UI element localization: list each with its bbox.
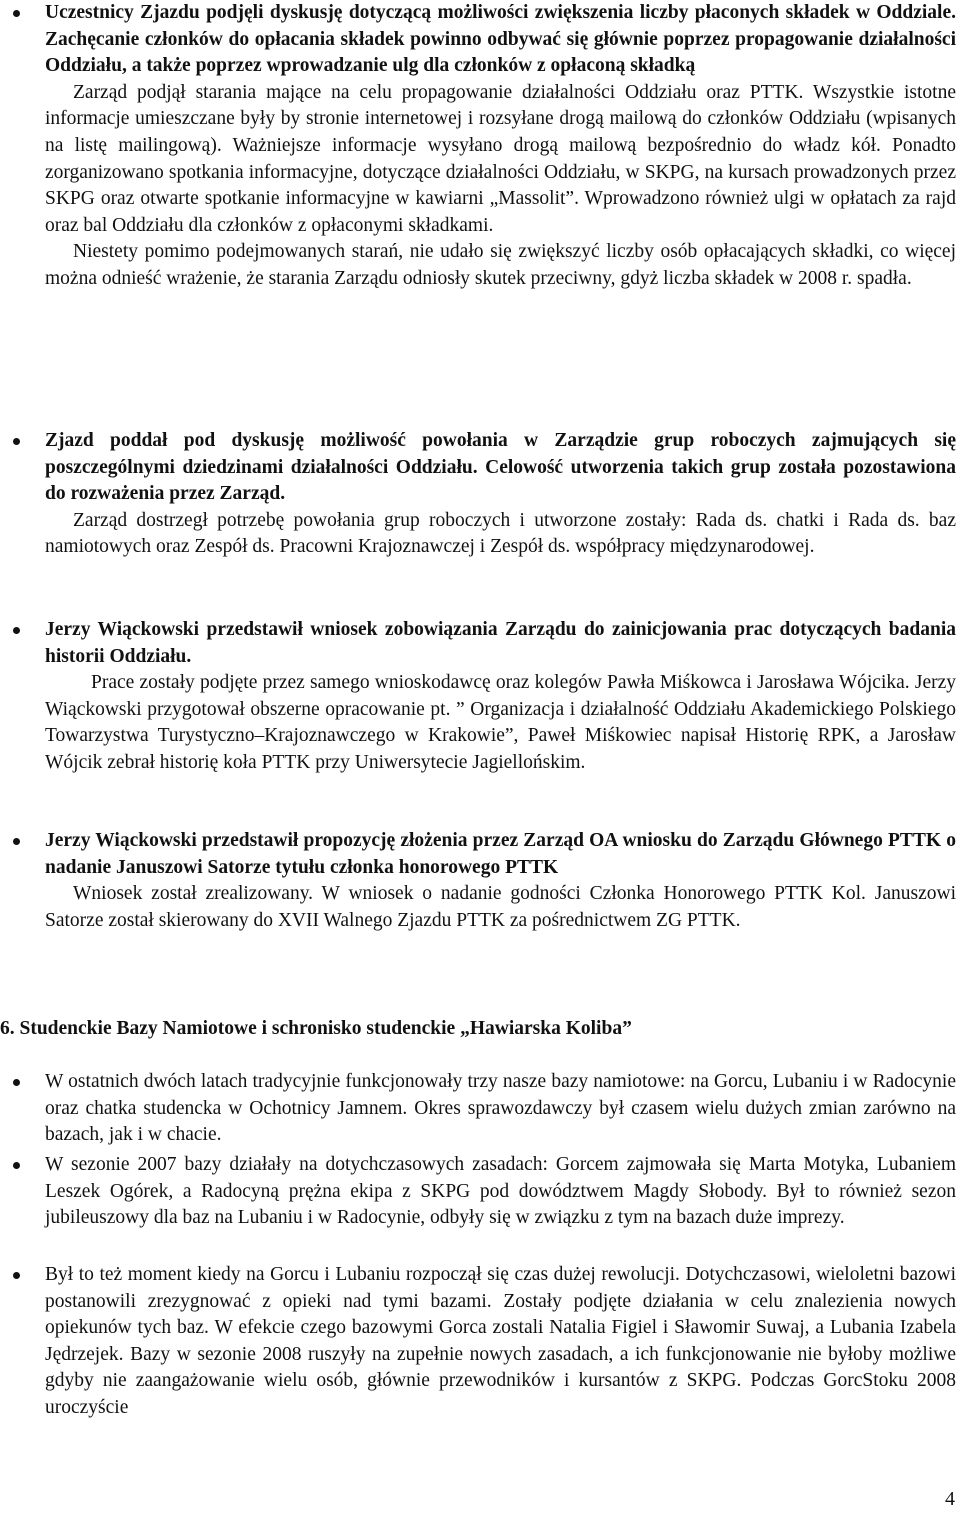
bullet-icon — [13, 1162, 20, 1169]
bullet-icon — [13, 1079, 20, 1086]
heading-bold-cont: Zachęcanie członków do opłacania składek powinno odbywać się głównie poprzez propagowanie działalności Oddziału, a także poprzez wprowadzanie ulg dla członków z opłaconą składką — [45, 28, 956, 77]
item-heading — [45, 428, 956, 508]
bullet-icon — [13, 10, 20, 17]
list-item — [45, 1069, 956, 1149]
list-item — [45, 828, 956, 934]
list-item — [45, 1262, 956, 1422]
heading-bold: Zjazd poddał pod dyskusję możliwość powołania w Zarządzie grup roboczych zajmujących się poszczególnymi dziedzinami działalności Oddziału. — [45, 430, 956, 478]
section-title: 6. Studenckie Bazy Namiotowe i schronisko studenckie „Hawiarska Koliba” — [0, 1018, 632, 1039]
bullet-icon — [13, 838, 20, 845]
paragraph: Był to też moment kiedy na Gorcu i Lubaniu rozpoczął się czas dużej rewolucji. Dotychczasowi, wieloletni bazowi postanowili zrezygnować z opieki nad tymi bazami. Zostały podjęte działania w celu znalezienia nowych opiekunów tych baz. W efekcie czego bazowymi Gorca zostali Natalia Figiel i Sławomir Suwaj, a Lubania Izabela Jędrzejek. Bazy w sezonie 2008 ruszyły na zupełnie nowych zasadach, a ich funkcjonowanie nie byłoby możliwe gdyby nie zaangażowanie wielu osób, głównie przewodników i kursantów z SKPG. Podczas GorcStoku 2008 uroczyście — [45, 1264, 956, 1418]
page-number: 4 — [945, 1488, 955, 1510]
list-item — [45, 0, 956, 293]
paragraph: W ostatnich dwóch latach tradycyjnie funkcjonowały trzy nasze bazy namiotowe: na Gorcu, Lubaniu i w Radocynie oraz chatka studencka w Ochotnicy Jamnem. Okres sprawozdawczy był czasem wielu dużych zmian zarówno na bazach, jak i w chacie. — [45, 1071, 956, 1146]
item-heading: Jerzy Wiąckowski przedstawił propozycję złożenia przez Zarząd OA wniosku do Zarządu Głównego PTTK o nadanie Januszowi Satorze tytułu członka honorowego PTTK — [45, 830, 956, 878]
paragraph: Wniosek został zrealizowany. W wniosek o nadanie godności Członka Honorowego PTTK Kol. Januszowi Satorze został skierowany do XVII Walnego Zjazdu PTTK za pośrednictwem ZG PTTK. — [45, 883, 956, 931]
paragraph: Niestety pomimo podejmowanych starań, nie udało się zwiększyć liczby osób opłacających składki, co więcej można odnieść wrażenie, że starania Zarządu odniosły skutek przeciwny, gdyż liczba składek w 2008 r. spadła. — [45, 241, 956, 289]
bullet-icon — [13, 1272, 20, 1279]
bullet-icon — [13, 627, 20, 634]
list-item — [45, 1152, 956, 1232]
item-heading — [45, 0, 956, 80]
item-heading: Jerzy Wiąckowski przedstawił wniosek zobowiązania Zarządu do zainicjowania prac dotyczących badania historii Oddziału. — [45, 619, 956, 667]
paragraph: Zarząd podjął starania mające na celu propagowanie działalności Oddziału oraz PTTK. Wszystkie istotne informacje umieszczane były by stronie internetowej i rozsyłane drogą mailową do członków Oddziału (wpisanych na listę mailingową). Ważniejsze informacje wysyłano drogą mailową bezpośrednio do władz kół. Ponadto zorganizowano spotkania informacyjne, dotyczące działalności Oddziału, w SKPG, na kursach prowadzonych przez SKPG oraz otwarte spotkanie informacyjne w kawiarni „Massolit”. Wprowadzono również ulgi w opłatach za rajd oraz bal Oddziału dla członków z opłaconymi składkami. — [45, 81, 956, 236]
heading-bold-cont: Celowość utworzenia takich grup została pozostawiona do rozważenia przez Zarząd. — [45, 456, 956, 505]
paragraph: W sezonie 2007 bazy działały na dotychczasowych zasadach: Gorcem zajmowała się Marta Motyka, Lubaniem Leszek Ogórek, a Radocyną prężna ekipa z SKPG pod dowództwem Magdy Słobody. Był to również sezon jubileuszowy dla baz na Lubaniu i w Radocynie, odbyły się w związku z tym na bazach duże imprezy. — [45, 1154, 956, 1229]
list-item — [45, 617, 956, 777]
bullet-icon — [13, 438, 20, 445]
paragraph: Prace zostały podjęte przez samego wnioskodawcę oraz kolegów Pawła Miśkowca i Jarosława Wójcika. Jerzy Wiąckowski przygotował obszerne opracowanie pt. ” Organizacja i działalność Oddziału Akademickiego Polskiego Towarzystwa Turystyczno–Krajoznawczego w Krakowie”, Paweł Miśkowiec napisał Historię RPK, a Jarosław Wójcik zebrał historię koła PTTK przy Uniwersytecie Jagiellońskim. — [45, 672, 956, 773]
heading-bold: Uczestnicy Zjazdu podjęli dyskusję dotyczącą możliwości zwiększenia liczby płaconych składek w Oddziale. — [45, 2, 956, 23]
paragraph: Zarząd dostrzegł potrzebę powołania grup roboczych i utworzone zostały: Rada ds. chatki i Rada ds. baz namiotowych oraz Zespół ds. Pracowni Krajoznawczej i Zespół ds. współpracy międzynarodowej. — [45, 509, 956, 558]
list-item — [45, 428, 956, 561]
